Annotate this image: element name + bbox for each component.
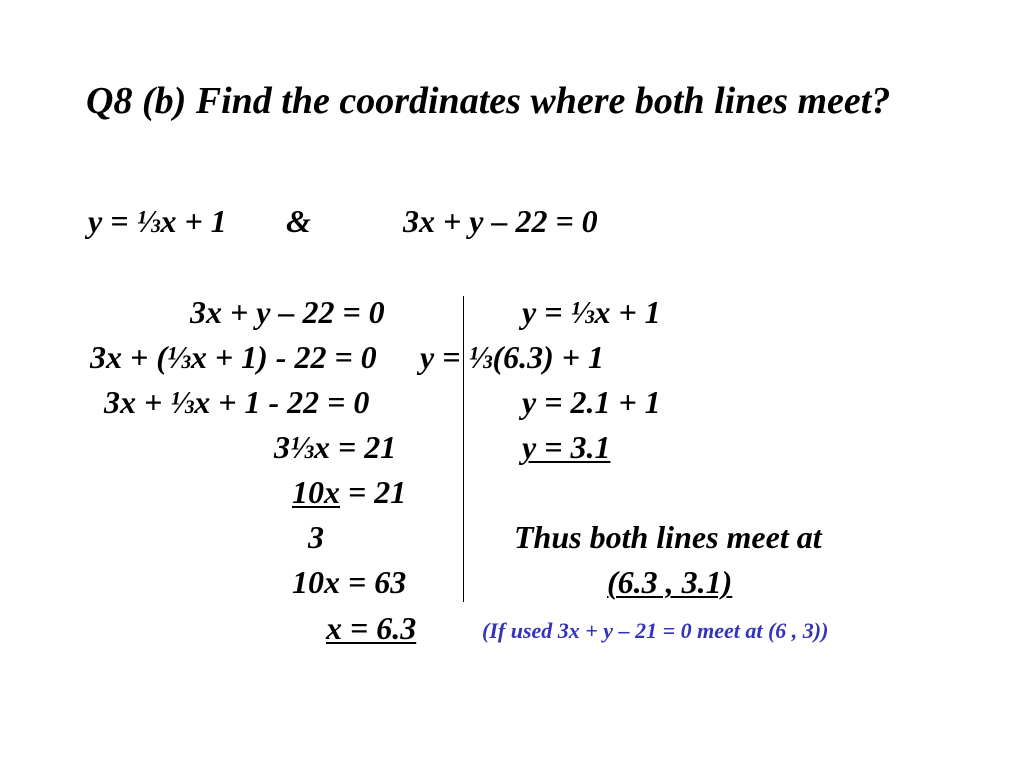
numerator-rest: = 21: [340, 474, 407, 510]
left-step-2: 3x + (⅓x + 1) - 22 = 0: [90, 339, 377, 375]
given-equation-1: y = ⅓x + 1: [88, 203, 227, 239]
left-step-5-fraction-numerator: [292, 476, 406, 508]
right-step-3: y = 2.1 + 1: [522, 384, 661, 420]
conclusion-coordinates: (6.3 , 3.1): [607, 564, 733, 600]
left-step-4: 3⅓x = 21: [274, 429, 397, 465]
given-equation-2: 3x + y – 22 = 0: [403, 203, 598, 239]
left-step-7: 10x = 63: [292, 564, 407, 600]
numerator-underlined: 10x: [292, 474, 340, 510]
given-ampersand: &: [286, 203, 311, 239]
conclusion-text: Thus both lines meet at: [514, 519, 822, 555]
right-step-2: y = ⅓(6.3) + 1: [420, 339, 604, 375]
left-step-3: 3x + ⅓x + 1 - 22 = 0: [104, 384, 370, 420]
slide-title: Q8 (b) Find the coordinates where both lines meet?: [86, 80, 891, 122]
left-step-result: x = 6.3: [326, 610, 417, 646]
right-step-1: y = ⅓x + 1: [522, 294, 661, 330]
left-step-1: 3x + y – 22 = 0: [190, 294, 385, 330]
alternative-note: (If used 3x + y – 21 = 0 meet at (6 , 3)): [482, 618, 829, 643]
left-step-6-fraction-denominator: 3: [308, 519, 324, 555]
right-step-result: y = 3.1: [522, 429, 611, 465]
